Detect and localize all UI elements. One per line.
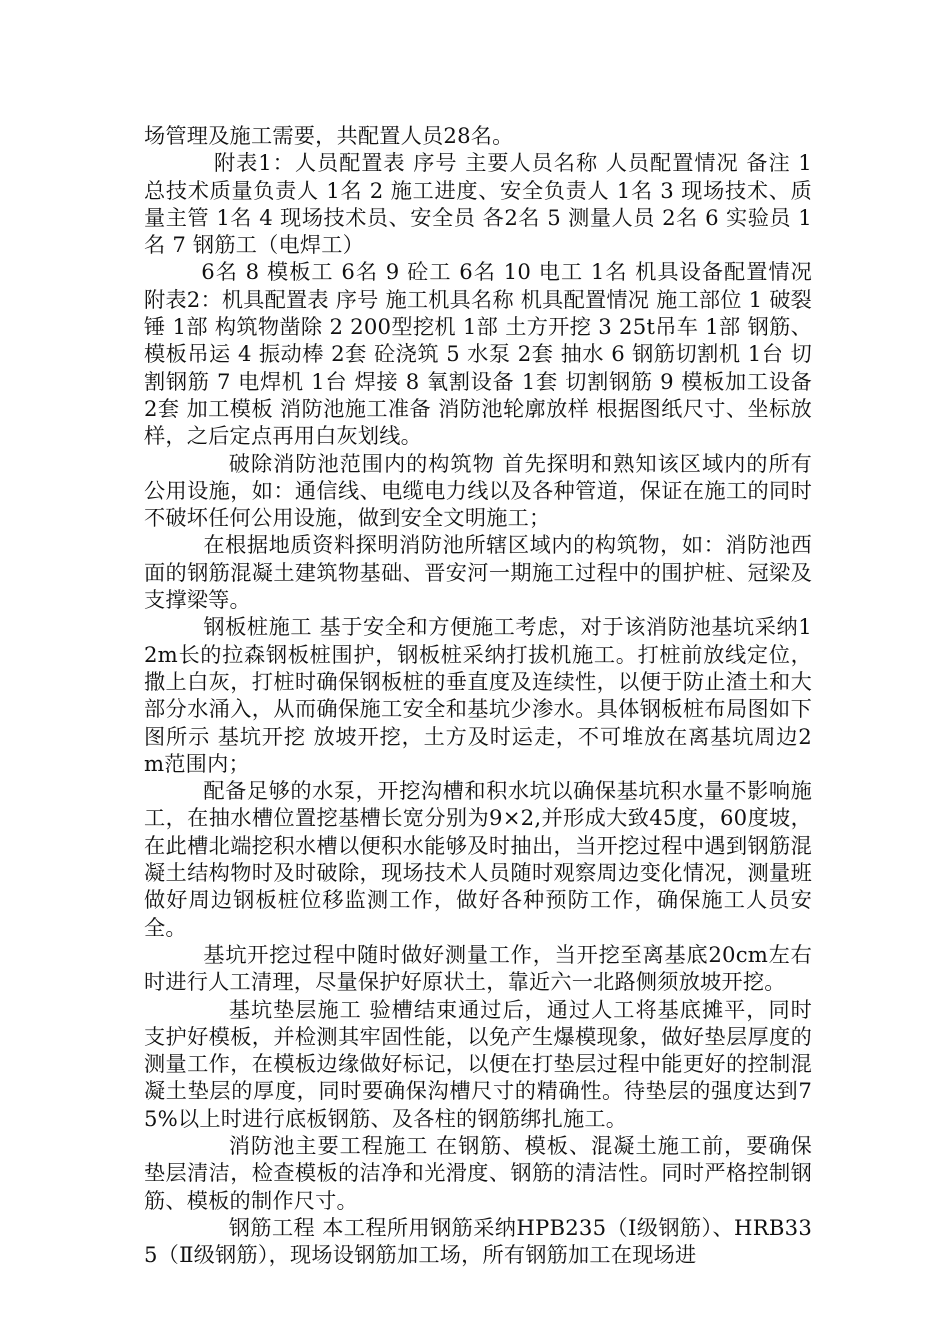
paragraph-2: 附表1：人员配置表 序号 主要人员名称 人员配置情况 备注 1 总技术质量负责人 1名 2 施工进度、安全负责人 1名 3 现场技术、质量主管 1名 4 现场技术员、安全员 各2名 5 测量人员 2名 6 实验员 1名 7 钢筋工（电焊工） (144, 150, 812, 258)
document-body (144, 122, 812, 1268)
paragraph-10: 消防池主要工程施工 在钢筋、模板、混凝土施工前，要确保垫层清洁，检查模板的洁净和光滑度、钢筋的清洁性。同时严格控制钢筋、模板的制作尺寸。 (144, 1132, 812, 1213)
paragraph-3: 6名 8 模板工 6名 9 砼工 6名 10 电工 1名 机具设备配置情况 附表2：机具配置表 序号 施工机具名称 机具配置情况 施工部位 1 破裂锤 1部 构筑物凿除 2 200型挖机 1部 土方开挖 3 25t吊车 1部 钢筋、模板吊运 4 振动棒 2套 砼浇筑 5 水泵 2套 抽水 6 钢筋切割机 1台 切割钢筋 7 电焊机 1台 焊接 8 氧割设备 1套 切割钢筋 9 模板加工设备 2套 加工模板 消防池施工准备 消防池轮廓放样 根据图纸尺寸、坐标放样，之后定点再用白灰划线。 (144, 259, 812, 449)
paragraph-11: 钢筋工程 本工程所用钢筋采纳HPB235（Ⅰ级钢筋）、HRB335（Ⅱ级钢筋），现场设钢筋加工场，所有钢筋加工在现场进 (144, 1214, 812, 1268)
paragraph-4: 破除消防池范围内的构筑物 首先探明和熟知该区域内的所有公用设施，如：通信线、电缆电力线以及各种管道，保证在施工的同时不破坏任何公用设施，做到安全文明施工； (144, 450, 812, 531)
paragraph-1: 场管理及施工需要，共配置人员28名。 (144, 123, 514, 148)
paragraph-7: 配备足够的水泵，开挖沟槽和积水坑以确保基坑积水量不影响施工，在抽水槽位置挖基槽长宽分别为9×2,并形成大致45度，60度坡，在此槽北端挖积水槽以便积水能够及时抽出，当开挖过程中遇到钢筋混凝土结构物时及时破除，现场技术人员随时观察周边变化情况，测量班做好周边钢板桩位移监测工作，做好各种预防工作，确保施工人员安全。 (144, 778, 812, 940)
paragraph-9: 基坑垫层施工 验槽结束通过后，通过人工将基底摊平，同时支护好模板，并检测其牢固性能，以免产生爆模现象，做好垫层厚度的测量工作，在模板边缘做好标记，以便在打垫层过程中能更好的控制混凝土垫层的厚度，同时要确保沟槽尺寸的精确性。待垫层的强度达到75%以上时进行底板钢筋、及各柱的钢筋绑扎施工。 (144, 996, 812, 1131)
paragraph-8: 基坑开挖过程中随时做好测量工作，当开挖至离基底20cm左右时进行人工清理，尽量保护好原状土，靠近六一北路侧须放坡开挖。 (144, 941, 812, 995)
paragraph-5: 在根据地质资料探明消防池所辖区域内的构筑物，如：消防池西面的钢筋混凝土建筑物基础、晋安河一期施工过程中的围护桩、冠梁及支撑梁等。 (144, 532, 812, 613)
paragraph-6: 钢板桩施工 基于安全和方便施工考虑，对于该消防池基坑采纳12m长的拉森钢板桩围护，钢板桩采纳打拔机施工。打桩前放线定位，撒上白灰，打桩时确保钢板桩的垂直度及连续性，以便于防止渣土和大部分水涌入，从而确保施工安全和基坑少渗水。具体钢板桩布局图如下图所示 基坑开挖 放坡开挖，土方及时运走，不可堆放在离基坑周边2m范围内； (144, 614, 812, 776)
